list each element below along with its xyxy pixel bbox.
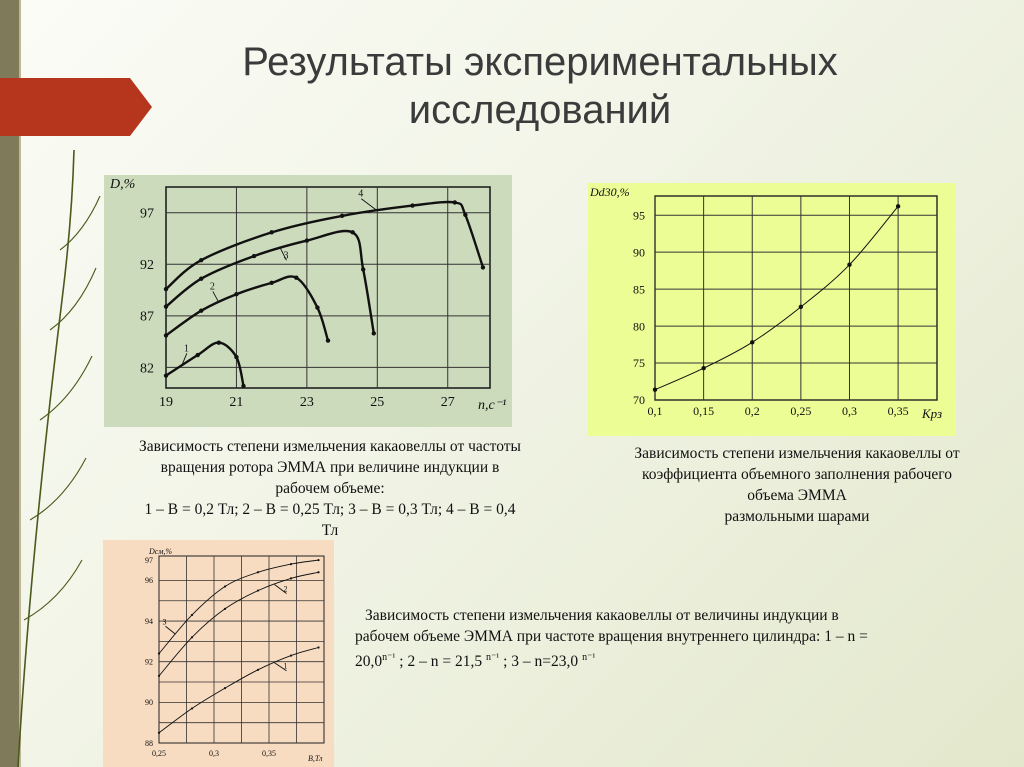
data-point	[317, 646, 319, 648]
data-point	[340, 214, 344, 218]
chart-grinding-vs-fill-coefficient	[588, 183, 956, 436]
x-tick-label: 0,3	[209, 749, 219, 758]
data-point	[191, 707, 193, 709]
data-point	[290, 577, 292, 579]
fern-stem	[18, 150, 74, 767]
data-point	[195, 353, 199, 357]
caption-line: Тл	[321, 522, 339, 539]
y-tick-label: 94	[145, 616, 153, 626]
chart-grinding-vs-induction	[103, 540, 334, 767]
caption-line: коэффициента объемного заполнения рабочего	[641, 466, 952, 483]
data-point	[164, 373, 168, 377]
caption-line: вращения ротора ЭММА при величине индукции в	[160, 459, 500, 476]
caption-line: размольными шарами	[724, 508, 870, 525]
data-point	[350, 230, 354, 234]
y-tick-label: 85	[633, 282, 645, 297]
data-point	[199, 258, 203, 262]
unit-superscript: n⁻¹	[382, 652, 396, 663]
caption-text: ; 3 – n=23,0	[499, 653, 583, 671]
caption-line: рабочем объеме:	[275, 480, 385, 497]
data-point	[241, 384, 245, 388]
caption-chart-3	[355, 605, 1020, 672]
series-label: 4	[358, 188, 364, 200]
y-axis-label: Dd30,%	[590, 185, 630, 199]
data-point	[799, 305, 803, 309]
data-point	[847, 263, 851, 267]
caption-line: Зависимость степени измельчения какаовеллы от частоты	[139, 438, 521, 455]
data-point	[701, 366, 705, 370]
x-tick-label: 23	[299, 395, 314, 410]
data-point	[653, 387, 657, 391]
series-label: 3	[283, 250, 289, 262]
y-tick-label: 92	[145, 657, 153, 667]
x-tick-label: 21	[229, 395, 244, 410]
caption-line: объема ЭММА	[747, 487, 847, 504]
data-point	[326, 338, 330, 342]
y-tick-label: 88	[145, 738, 153, 748]
y-tick-label: 75	[633, 356, 645, 371]
data-point	[361, 267, 365, 271]
y-tick-label: 96	[145, 576, 153, 586]
chart-background	[103, 540, 334, 767]
caption-line: рабочем объеме ЭММА при частоте вращения внутреннего цилиндра: 1 – n =	[355, 628, 868, 645]
y-axis-label: Dсм,%	[149, 547, 173, 556]
y-tick-label: 92	[140, 258, 154, 274]
slide-title	[160, 38, 920, 134]
data-point	[317, 559, 319, 561]
caption-line	[355, 647, 1020, 672]
unit-superscript: n⁻¹	[485, 652, 500, 663]
y-tick-label: 70	[633, 393, 645, 408]
x-tick-label: 25	[370, 395, 385, 410]
x-tick-label: 0,35	[262, 749, 276, 758]
y-tick-label: 90	[633, 245, 645, 260]
series-label: 2	[283, 584, 288, 594]
x-tick-label: 0,25	[152, 749, 166, 758]
data-point	[372, 331, 376, 335]
x-tick-label: 19	[159, 395, 173, 410]
fern-leaf	[60, 196, 100, 250]
x-tick-label: 0,35	[887, 404, 909, 418]
caption-line: 1 – В = 0,2 Тл; 2 – В = 0,25 Тл; 3 – В = 0,3 Тл; 4 – В = 0,4	[144, 501, 516, 518]
data-point	[410, 203, 414, 207]
data-point	[257, 571, 259, 573]
data-point	[158, 652, 160, 654]
x-tick-label: 0,2	[744, 404, 760, 418]
y-axis-label: D,%	[110, 177, 136, 192]
y-tick-label: 87	[140, 309, 154, 325]
y-tick-label: 97	[145, 555, 153, 565]
slide-title-line-2: исследований	[408, 88, 672, 132]
series-label: 1	[283, 661, 288, 671]
x-axis-label: В,Тл	[308, 754, 323, 763]
data-point	[290, 563, 292, 565]
data-point	[191, 614, 193, 616]
data-point	[224, 608, 226, 610]
x-axis-label: n,c⁻¹	[478, 398, 507, 413]
data-point	[191, 636, 193, 638]
data-point	[224, 687, 226, 689]
y-tick-label: 82	[140, 361, 154, 377]
series-label: 2	[209, 281, 215, 293]
series-label: 3	[162, 617, 167, 627]
data-point	[305, 238, 309, 242]
data-point	[199, 277, 203, 281]
x-tick-label: 27	[440, 395, 455, 410]
data-point	[234, 355, 238, 359]
data-point	[234, 292, 238, 296]
x-tick-label: 0,25	[790, 404, 812, 418]
slide-title-line-1: Результаты экспериментальных	[242, 40, 838, 84]
caption-chart-1	[80, 436, 580, 541]
x-axis-label: Kрз	[922, 406, 943, 421]
caption-line: Зависимость степени измельчения какаовеллы от величины индукции в	[365, 607, 839, 624]
x-tick-label: 0,3	[841, 404, 857, 418]
y-tick-label: 95	[633, 208, 645, 223]
title-accent-arrow	[0, 78, 152, 136]
data-point	[317, 571, 319, 573]
chart-grinding-vs-rotor-frequency	[104, 175, 512, 427]
data-point	[257, 669, 259, 671]
data-point	[453, 200, 457, 204]
data-point	[750, 340, 754, 344]
data-point	[252, 254, 256, 258]
data-point	[481, 265, 485, 269]
y-tick-label: 90	[145, 698, 153, 708]
data-point	[896, 204, 900, 208]
caption-chart-2	[574, 443, 1020, 527]
data-point	[158, 675, 160, 677]
y-tick-label: 97	[140, 206, 154, 222]
data-point	[269, 230, 273, 234]
x-tick-label: 0,1	[647, 404, 663, 418]
data-point	[164, 287, 168, 291]
data-point	[269, 281, 273, 285]
data-point	[217, 340, 221, 344]
data-point	[290, 654, 292, 656]
data-point	[257, 589, 259, 591]
fern-leaf	[50, 268, 96, 330]
data-point	[294, 276, 298, 280]
data-point	[199, 308, 203, 312]
series-label: 1	[183, 343, 189, 355]
data-point	[224, 585, 226, 587]
unit-superscript: n⁻¹	[582, 652, 596, 663]
caption-text: 20,0	[355, 653, 383, 671]
x-tick-label: 0,15	[693, 404, 715, 418]
y-tick-label: 80	[633, 319, 645, 334]
data-point	[164, 333, 168, 337]
data-point	[158, 732, 160, 734]
caption-line: Зависимость степени измельчения какаовеллы от	[634, 445, 960, 462]
data-point	[315, 305, 319, 309]
caption-text: ; 2 – n = 21,5	[395, 653, 486, 671]
fern-leaf	[40, 356, 92, 420]
data-point	[463, 213, 467, 217]
data-point	[164, 304, 168, 308]
